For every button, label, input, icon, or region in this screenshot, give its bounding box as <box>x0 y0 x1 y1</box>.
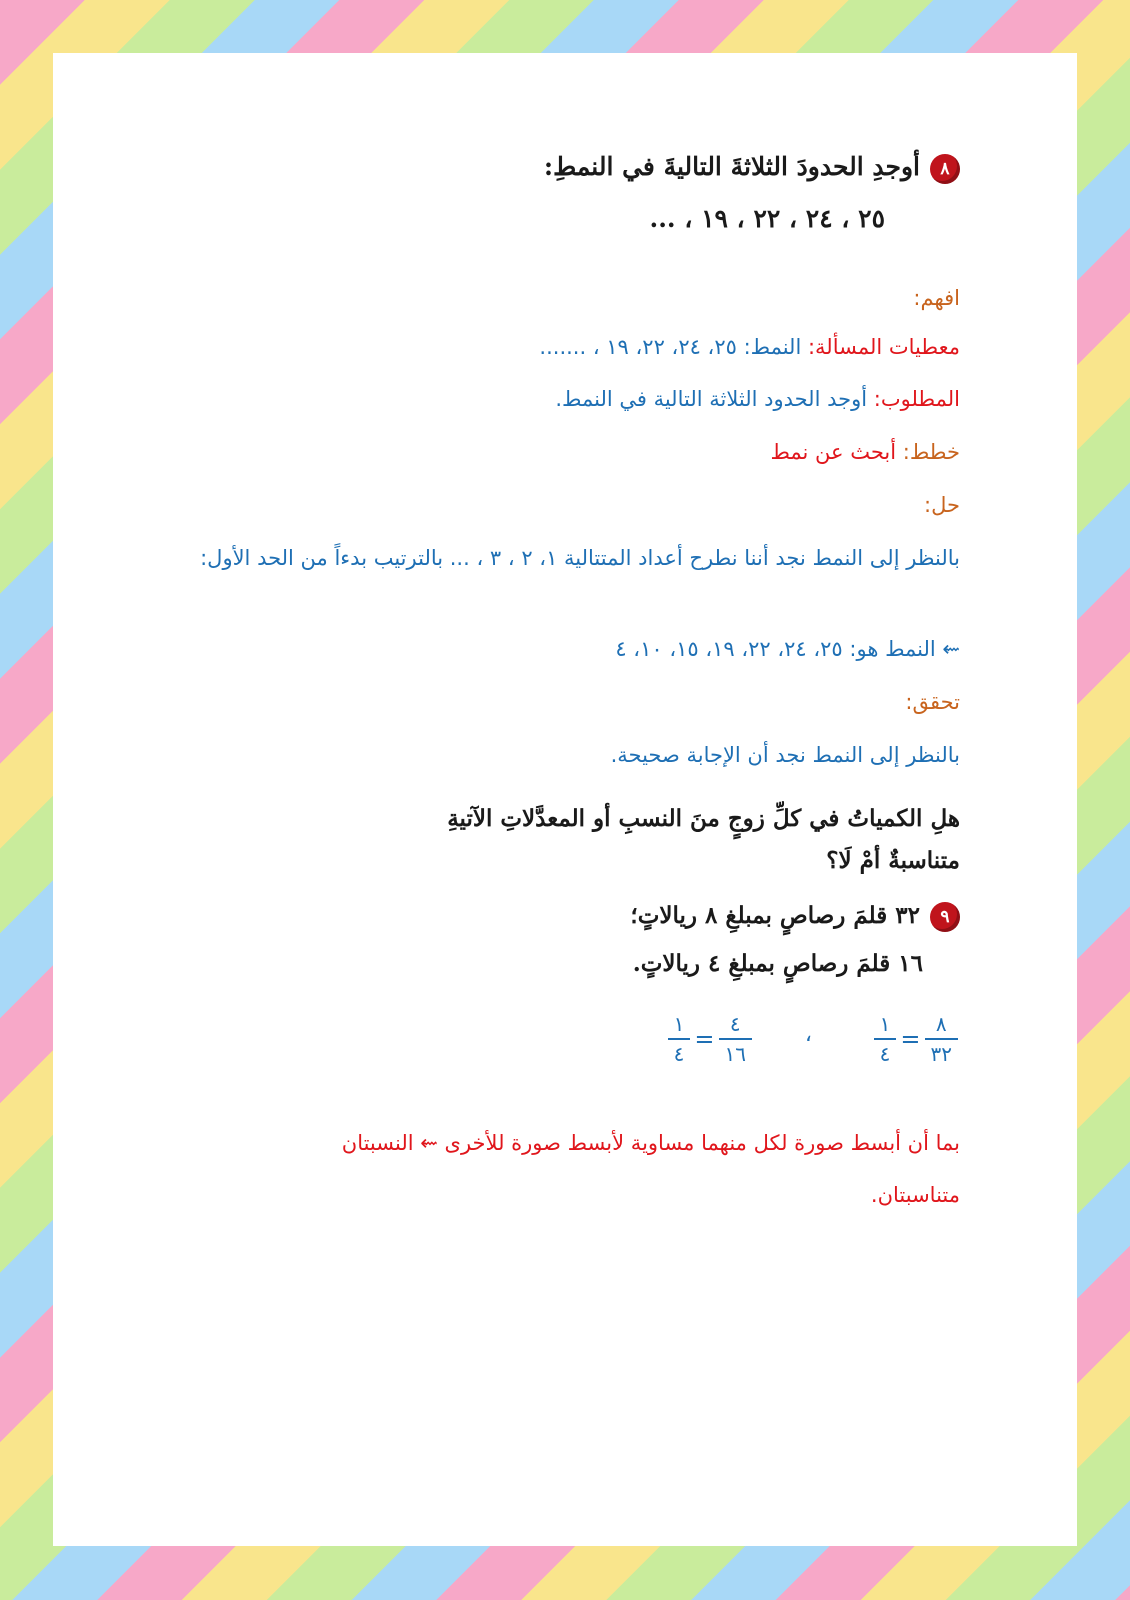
problem-8-question <box>544 152 960 184</box>
givens-line <box>539 330 960 364</box>
numerator: ٨ <box>925 1012 958 1040</box>
fraction-1-result <box>874 1012 897 1066</box>
numerator: ٤ <box>719 1012 752 1040</box>
equals-sign: = <box>900 1025 921 1053</box>
givens-text: النمط: ٢٥، ٢٤، ٢٢، ١٩ ، ....... <box>539 335 808 359</box>
fraction-2-result <box>668 1012 691 1066</box>
problem-8-sequence: ٢٥ ، ٢٤ ، ٢٢ ، ١٩ ، ... <box>649 204 885 233</box>
fraction-2-original <box>719 1012 752 1066</box>
solve-result-line <box>615 632 960 666</box>
solve-text: بالنظر إلى النمط نجد أننا نطرح أعداد المتتالية ١، ٢ ، ٣ ، ... بالترتيب بدءاً من الحد الأول: <box>200 546 960 570</box>
required-line <box>555 382 960 416</box>
problem-number-badge: ٨ <box>930 154 960 184</box>
conclusion-part1: بما أن أبسط صورة لكل منهما مساوية لأبسط صورة للأخرى <box>437 1131 960 1155</box>
plan-heading: خطط: <box>902 440 960 464</box>
fraction-separator: ، <box>804 1022 812 1047</box>
understand-heading: افهم: <box>913 286 960 310</box>
conclusion-text <box>260 1117 960 1221</box>
section-question: هلِ الكمياتُ في كلِّ زوجٍ منَ النسبِ أو المعدَّلاتِ الآتيةِ متناسبةٌ أمْ لَا؟ <box>447 805 960 874</box>
fraction-1 <box>874 1012 958 1066</box>
arrow-icon: ⇜ <box>420 1131 438 1155</box>
check-heading: تحقق: <box>905 690 960 714</box>
problem-9-line1 <box>630 902 960 932</box>
check-text: بالنظر إلى النمط نجد أن الإجابة صحيحة. <box>610 743 960 767</box>
arrow-icon: ⇜ <box>942 637 960 661</box>
solve-heading: حل: <box>924 493 960 517</box>
fraction-2 <box>668 1012 752 1066</box>
fraction-1-original <box>925 1012 958 1066</box>
conclusion-part2: النسبتان متناسبتان. <box>341 1131 960 1207</box>
problem-8-text: أوجدِ الحدودَ الثلاثةَ التاليةَ في النمطِ: <box>543 152 920 181</box>
plan-line <box>770 435 960 469</box>
givens-label: معطيات المسألة: <box>807 335 960 359</box>
denominator: ٤ <box>673 1042 685 1066</box>
numerator: ١ <box>874 1012 897 1040</box>
required-text: أوجد الحدود الثلاثة التالية في النمط. <box>555 387 874 411</box>
denominator: ٤ <box>879 1042 891 1066</box>
solve-result: النمط هو: ٢٥، ٢٤، ٢٢، ١٩، ١٥، ١٠، ٤ <box>615 637 943 661</box>
numerator: ١ <box>668 1012 691 1040</box>
problem-number-badge: ٩ <box>930 902 960 932</box>
denominator: ١٦ <box>724 1042 746 1066</box>
problem-9-line2: ١٦ قلمَ رصاصٍ بمبلغِ ٤ ريالاتٍ. <box>632 950 923 977</box>
required-label: المطلوب: <box>873 387 960 411</box>
equals-sign: = <box>694 1025 715 1053</box>
plan-text: أبحث عن نمط <box>770 440 903 464</box>
problem-9-text1: ٣٢ قلمَ رصاصٍ بمبلغِ ٨ ريالاتٍ؛ <box>630 902 920 929</box>
denominator: ٣٢ <box>930 1042 952 1066</box>
